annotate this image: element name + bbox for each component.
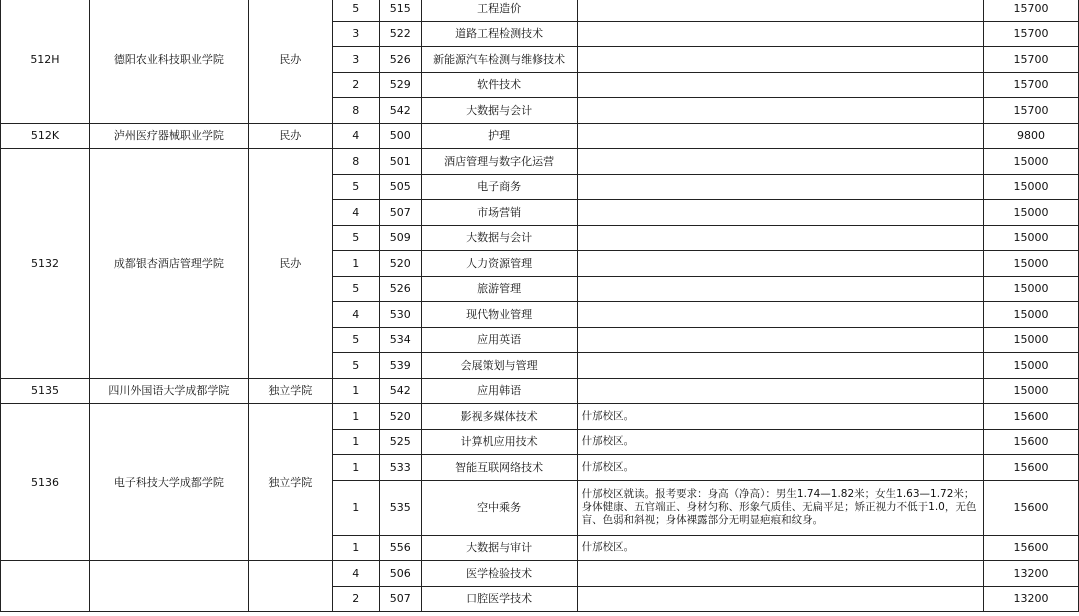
major-name-cell: 新能源汽车检测与维修技术 xyxy=(421,47,577,73)
remarks-cell xyxy=(577,561,983,587)
remarks-cell xyxy=(577,251,983,277)
tuition-fee-cell: 13200 xyxy=(984,586,1079,612)
major-name-cell: 医学检验技术 xyxy=(421,561,577,587)
major-name-cell: 现代物业管理 xyxy=(421,302,577,328)
major-name-cell: 酒店管理与数字化运营 xyxy=(421,149,577,175)
remarks-cell xyxy=(577,123,983,149)
school-name-cell: 电子科技大学成都学院 xyxy=(89,404,248,561)
plan-count-cell: 5 xyxy=(332,276,379,302)
plan-count-cell: 8 xyxy=(332,149,379,175)
school-name-cell: 成都银杏酒店管理学院 xyxy=(89,149,248,379)
remarks-cell xyxy=(577,72,983,98)
major-name-cell: 智能互联网络技术 xyxy=(421,455,577,481)
school-code-cell xyxy=(1,561,90,612)
major-code-cell: 542 xyxy=(379,98,421,124)
major-code-cell: 506 xyxy=(379,561,421,587)
plan-count-cell: 4 xyxy=(332,123,379,149)
major-name-cell: 软件技术 xyxy=(421,72,577,98)
major-code-cell: 520 xyxy=(379,404,421,430)
tuition-fee-cell: 15700 xyxy=(984,98,1079,124)
remarks-cell xyxy=(577,327,983,353)
remarks-cell xyxy=(577,225,983,251)
major-name-cell: 应用韩语 xyxy=(421,378,577,404)
school-code-cell: 5136 xyxy=(1,404,90,561)
major-name-cell: 计算机应用技术 xyxy=(421,429,577,455)
plan-count-cell: 1 xyxy=(332,429,379,455)
major-code-cell: 515 xyxy=(379,0,421,21)
major-name-cell: 市场营销 xyxy=(421,200,577,226)
tuition-fee-cell: 15600 xyxy=(984,404,1079,430)
tuition-fee-cell: 15000 xyxy=(984,378,1079,404)
remarks-cell xyxy=(577,174,983,200)
tuition-fee-cell: 15700 xyxy=(984,72,1079,98)
major-code-cell: 529 xyxy=(379,72,421,98)
major-name-cell: 人力资源管理 xyxy=(421,251,577,277)
remarks-cell xyxy=(577,0,983,21)
tuition-fee-cell: 15000 xyxy=(984,276,1079,302)
plan-count-cell: 4 xyxy=(332,200,379,226)
tuition-fee-cell: 15600 xyxy=(984,455,1079,481)
major-code-cell: 507 xyxy=(379,586,421,612)
major-code-cell: 556 xyxy=(379,535,421,561)
major-code-cell: 530 xyxy=(379,302,421,328)
major-code-cell: 534 xyxy=(379,327,421,353)
tuition-fee-cell: 15000 xyxy=(984,251,1079,277)
table-row xyxy=(1,561,1079,587)
remarks-cell: 什邡校区。 xyxy=(577,535,983,561)
remarks-cell: 什邡校区。 xyxy=(577,455,983,481)
major-name-cell: 口腔医学技术 xyxy=(421,586,577,612)
major-code-cell: 505 xyxy=(379,174,421,200)
remarks-cell xyxy=(577,47,983,73)
plan-count-cell: 5 xyxy=(332,225,379,251)
remarks-cell xyxy=(577,200,983,226)
plan-count-cell: 8 xyxy=(332,98,379,124)
plan-count-cell: 4 xyxy=(332,561,379,587)
major-code-cell: 542 xyxy=(379,378,421,404)
major-name-cell: 影视多媒体技术 xyxy=(421,404,577,430)
tuition-fee-cell: 15600 xyxy=(984,429,1079,455)
school-type-cell: 民办 xyxy=(248,123,332,149)
major-name-cell: 护理 xyxy=(421,123,577,149)
plan-count-cell: 1 xyxy=(332,535,379,561)
plan-count-cell: 1 xyxy=(332,480,379,535)
major-code-cell: 500 xyxy=(379,123,421,149)
table-row xyxy=(1,149,1079,175)
plan-count-cell: 5 xyxy=(332,353,379,379)
tuition-fee-cell: 15600 xyxy=(984,480,1079,535)
plan-count-cell: 5 xyxy=(332,174,379,200)
major-code-cell: 535 xyxy=(379,480,421,535)
major-name-cell: 大数据与审计 xyxy=(421,535,577,561)
remarks-cell xyxy=(577,276,983,302)
plan-count-cell: 2 xyxy=(332,586,379,612)
plan-count-cell: 5 xyxy=(332,327,379,353)
remarks-cell xyxy=(577,378,983,404)
major-code-cell: 522 xyxy=(379,21,421,47)
plan-count-cell: 2 xyxy=(332,72,379,98)
plan-count-cell: 5 xyxy=(332,0,379,21)
plan-count-cell: 3 xyxy=(332,21,379,47)
table-row xyxy=(1,0,1079,21)
tuition-fee-cell: 15000 xyxy=(984,225,1079,251)
major-name-cell: 工程造价 xyxy=(421,0,577,21)
school-code-cell: 5132 xyxy=(1,149,90,379)
tuition-fee-cell: 15600 xyxy=(984,535,1079,561)
tuition-fee-cell: 13200 xyxy=(984,561,1079,587)
major-code-cell: 509 xyxy=(379,225,421,251)
major-name-cell: 电子商务 xyxy=(421,174,577,200)
school-type-cell: 独立学院 xyxy=(248,404,332,561)
school-code-cell: 512K xyxy=(1,123,90,149)
tuition-fee-cell: 15700 xyxy=(984,21,1079,47)
tuition-fee-cell: 15000 xyxy=(984,174,1079,200)
tuition-fee-cell: 15000 xyxy=(984,302,1079,328)
table-row xyxy=(1,404,1079,430)
plan-count-cell: 1 xyxy=(332,378,379,404)
remarks-cell: 什邡校区。 xyxy=(577,429,983,455)
tuition-fee-cell: 15700 xyxy=(984,0,1079,21)
remarks-cell xyxy=(577,302,983,328)
major-name-cell: 会展策划与管理 xyxy=(421,353,577,379)
major-name-cell: 大数据与会计 xyxy=(421,225,577,251)
major-name-cell: 空中乘务 xyxy=(421,480,577,535)
major-name-cell: 道路工程检测技术 xyxy=(421,21,577,47)
school-name-cell: 泸州医疗器械职业学院 xyxy=(89,123,248,149)
remarks-cell xyxy=(577,149,983,175)
table-row xyxy=(1,123,1079,149)
school-name-cell: 四川外国语大学成都学院 xyxy=(89,378,248,404)
plan-count-cell: 1 xyxy=(332,251,379,277)
school-name-cell: 德阳农业科技职业学院 xyxy=(89,0,248,123)
tuition-fee-cell: 15000 xyxy=(984,200,1079,226)
major-code-cell: 501 xyxy=(379,149,421,175)
remarks-cell: 什邡校区就读。报考要求：身高（净高）：男生1.74—1.82米；女生1.63—1.72米；身体健康、五官端正、身材匀称、形象气质佳、无扁平足；矫正视力不低于1.0，无色盲、色弱和斜视；身体裸露部分无明显疤痕和纹身。 xyxy=(577,480,983,535)
major-name-cell: 旅游管理 xyxy=(421,276,577,302)
school-type-cell: 民办 xyxy=(248,0,332,123)
tuition-fee-cell: 15700 xyxy=(984,47,1079,73)
tuition-fee-cell: 15000 xyxy=(984,353,1079,379)
table-row xyxy=(1,378,1079,404)
plan-count-cell: 4 xyxy=(332,302,379,328)
major-code-cell: 520 xyxy=(379,251,421,277)
major-name-cell: 应用英语 xyxy=(421,327,577,353)
school-type-cell xyxy=(248,561,332,612)
major-code-cell: 526 xyxy=(379,276,421,302)
remarks-cell: 什邡校区。 xyxy=(577,404,983,430)
major-code-cell: 533 xyxy=(379,455,421,481)
school-code-cell: 512H xyxy=(1,0,90,123)
tuition-fee-cell: 15000 xyxy=(984,327,1079,353)
remarks-cell xyxy=(577,98,983,124)
plan-count-cell: 1 xyxy=(332,404,379,430)
school-name-cell xyxy=(89,561,248,612)
major-name-cell: 大数据与会计 xyxy=(421,98,577,124)
school-type-cell: 民办 xyxy=(248,149,332,379)
major-code-cell: 526 xyxy=(379,47,421,73)
plan-count-cell: 1 xyxy=(332,455,379,481)
remarks-cell xyxy=(577,586,983,612)
remarks-cell xyxy=(577,353,983,379)
major-code-cell: 507 xyxy=(379,200,421,226)
major-code-cell: 525 xyxy=(379,429,421,455)
remarks-cell xyxy=(577,21,983,47)
tuition-fee-cell: 15000 xyxy=(984,149,1079,175)
tuition-fee-cell: 9800 xyxy=(984,123,1079,149)
table-body xyxy=(1,0,1079,612)
school-code-cell: 5135 xyxy=(1,378,90,404)
school-type-cell: 独立学院 xyxy=(248,378,332,404)
major-code-cell: 539 xyxy=(379,353,421,379)
plan-count-cell: 3 xyxy=(332,47,379,73)
